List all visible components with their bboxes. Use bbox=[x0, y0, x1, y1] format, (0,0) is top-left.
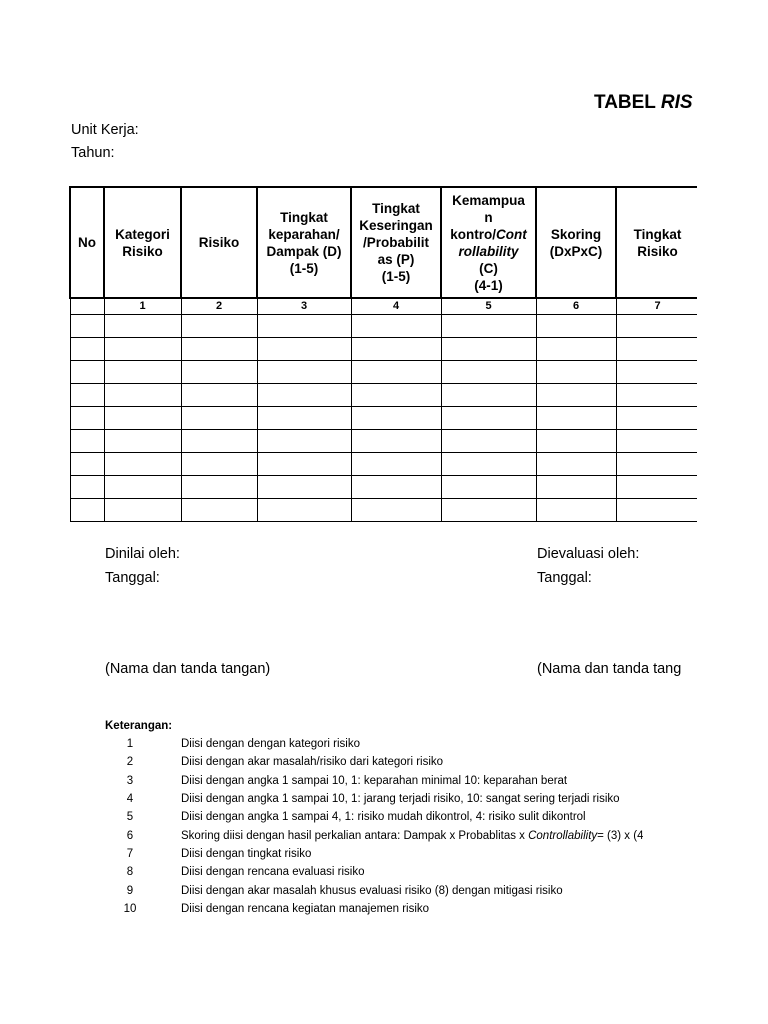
keterangan-text: Skoring diisi dengan hasil perkalian antara: Dampak x Probablitas x Controllability= (3) x (4 bbox=[181, 829, 644, 842]
column-header-line: Tingkat bbox=[372, 201, 420, 216]
table-cell bbox=[616, 361, 697, 384]
keterangan-title: Keterangan: bbox=[105, 720, 173, 732]
table-cell bbox=[536, 384, 616, 407]
keterangan-number: 7 bbox=[126, 847, 134, 860]
table-cell bbox=[536, 430, 616, 453]
table-cell bbox=[70, 338, 104, 361]
column-number-cell: 6 bbox=[536, 298, 616, 315]
column-number-cell: 3 bbox=[257, 298, 351, 315]
column-header-line: (1-5) bbox=[381, 269, 411, 284]
table-row bbox=[70, 315, 697, 338]
table-cell bbox=[351, 338, 441, 361]
keterangan-item bbox=[105, 753, 697, 771]
title-text: TABEL bbox=[594, 92, 661, 113]
table-cell bbox=[181, 384, 257, 407]
keterangan-text: Diisi dengan angka 1 sampai 10, 1: keparahan minimal 10: keparahan berat bbox=[181, 774, 568, 787]
table-cell bbox=[70, 384, 104, 407]
column-header-line: Risiko bbox=[198, 235, 240, 250]
risk-table bbox=[69, 186, 697, 522]
table-cell bbox=[181, 499, 257, 522]
dievaluasi-oleh-label: Dievaluasi oleh: bbox=[537, 546, 640, 562]
table-cell bbox=[351, 453, 441, 476]
table-cell bbox=[351, 476, 441, 499]
column-header-line: Dampak (D) bbox=[266, 243, 342, 259]
table-cell bbox=[616, 453, 697, 476]
signature-left-name: (Nama dan tanda tangan) bbox=[105, 661, 271, 677]
dinilai-oleh-label: Dinilai oleh: bbox=[105, 546, 180, 562]
table-cell bbox=[441, 338, 536, 361]
table-cell bbox=[70, 407, 104, 430]
table-body bbox=[70, 298, 697, 522]
table-row bbox=[70, 499, 697, 522]
table-cell bbox=[104, 338, 181, 361]
table-cell bbox=[441, 499, 536, 522]
keterangan-italic: Controllability bbox=[528, 829, 598, 842]
table-cell bbox=[181, 361, 257, 384]
keterangan-number: 1 bbox=[126, 738, 134, 751]
table-cell bbox=[70, 499, 104, 522]
keterangan-item bbox=[105, 900, 697, 918]
keterangan-item bbox=[105, 735, 697, 753]
column-number-cell: 4 bbox=[351, 298, 441, 315]
keterangan-text: Diisi dengan akar masalah khusus evaluasi risiko (8) dengan mitigasi risiko bbox=[181, 884, 563, 897]
table-cell bbox=[104, 476, 181, 499]
table-header-row bbox=[70, 187, 697, 298]
table-cell bbox=[70, 361, 104, 384]
column-header-line: Risiko bbox=[637, 243, 678, 259]
table-cell bbox=[257, 476, 351, 499]
column-header-line: keparahan/ bbox=[268, 226, 340, 242]
column-header-line: as (P) bbox=[377, 252, 415, 267]
table-cell bbox=[104, 453, 181, 476]
table-cell bbox=[104, 430, 181, 453]
table-cell bbox=[441, 476, 536, 499]
keterangan-text: Diisi dengan angka 1 sampai 4, 1: risiko mudah dikontrol, 4: risiko sulit dikontrol bbox=[181, 811, 586, 824]
header-text: kontro/ bbox=[450, 226, 496, 242]
table-cell bbox=[351, 315, 441, 338]
column-header-line: Kategori bbox=[115, 226, 170, 242]
column-header-line: (DxPxC) bbox=[549, 243, 603, 259]
column-header-6 bbox=[441, 187, 536, 298]
table-cell bbox=[536, 476, 616, 499]
table-cell bbox=[257, 384, 351, 407]
table-cell bbox=[441, 453, 536, 476]
column-header-5 bbox=[351, 187, 441, 298]
table-cell bbox=[70, 476, 104, 499]
column-header-7 bbox=[536, 187, 616, 298]
signature-right-name: (Nama dan tanda tang bbox=[537, 661, 682, 677]
keterangan-number: 10 bbox=[123, 902, 137, 915]
column-header-line: n bbox=[484, 209, 493, 225]
table-cell bbox=[257, 361, 351, 384]
page-title bbox=[594, 92, 693, 114]
tanggal-right-label: Tanggal: bbox=[537, 570, 592, 586]
table-row bbox=[70, 476, 697, 499]
keterangan-item bbox=[105, 772, 697, 790]
column-header-line: Tingkat bbox=[280, 209, 328, 225]
column-header-4 bbox=[257, 187, 351, 298]
keterangan-number: 6 bbox=[126, 829, 134, 842]
table-row bbox=[70, 338, 697, 361]
keterangan-text: Diisi dengan rencana kegiatan manajemen risiko bbox=[181, 902, 430, 915]
table-cell bbox=[441, 361, 536, 384]
column-header-1 bbox=[70, 187, 104, 298]
table-cell bbox=[104, 499, 181, 522]
table-cell bbox=[104, 384, 181, 407]
table-row bbox=[70, 361, 697, 384]
column-number-cell: 2 bbox=[181, 298, 257, 315]
column-header-2 bbox=[104, 187, 181, 298]
table-row bbox=[70, 384, 697, 407]
table-cell bbox=[536, 361, 616, 384]
table-row bbox=[70, 453, 697, 476]
keterangan-item bbox=[105, 808, 697, 826]
table-cell bbox=[351, 384, 441, 407]
table-cell bbox=[257, 407, 351, 430]
keterangan-text: Diisi dengan akar masalah/risiko dari kategori risiko bbox=[181, 756, 444, 769]
table-cell bbox=[616, 315, 697, 338]
column-header-line: (1-5) bbox=[289, 260, 319, 276]
column-header-line: Tingkat bbox=[633, 226, 682, 242]
table-cell bbox=[181, 315, 257, 338]
table-cell bbox=[257, 338, 351, 361]
column-number-cell: 5 bbox=[441, 298, 536, 315]
unit-kerja-label: Unit Kerja: bbox=[71, 122, 139, 138]
table-cell bbox=[441, 384, 536, 407]
table-cell bbox=[181, 338, 257, 361]
table-cell bbox=[70, 430, 104, 453]
keterangan-list bbox=[105, 735, 697, 918]
title-italic-text: RIS bbox=[660, 92, 693, 113]
column-header-3 bbox=[181, 187, 257, 298]
keterangan-text: Diisi dengan angka 1 sampai 10, 1: jarang terjadi risiko, 10: sangat sering terjadi risiko bbox=[181, 793, 620, 806]
table-cell bbox=[441, 315, 536, 338]
column-number-cell bbox=[70, 298, 104, 315]
tanggal-left-label: Tanggal: bbox=[105, 570, 160, 586]
table-cell bbox=[616, 476, 697, 499]
column-header-line: Keseringan bbox=[359, 218, 433, 233]
keterangan-number: 2 bbox=[126, 756, 134, 769]
table-cell bbox=[616, 338, 697, 361]
table-cell bbox=[616, 430, 697, 453]
table-cell bbox=[257, 453, 351, 476]
table-cell bbox=[536, 315, 616, 338]
header-text-italic: Cont bbox=[496, 226, 527, 242]
keterangan-item bbox=[105, 845, 697, 863]
keterangan-number: 8 bbox=[126, 866, 134, 879]
table-cell bbox=[616, 407, 697, 430]
table-cell bbox=[181, 407, 257, 430]
table-cell bbox=[70, 453, 104, 476]
keterangan-number: 9 bbox=[126, 884, 134, 897]
table-cell bbox=[70, 315, 104, 338]
table-cell bbox=[351, 361, 441, 384]
table-row bbox=[70, 407, 697, 430]
table-cell bbox=[181, 453, 257, 476]
table-cell bbox=[536, 499, 616, 522]
column-header-line: (C) bbox=[479, 260, 498, 276]
table-cell bbox=[441, 430, 536, 453]
table-cell bbox=[257, 315, 351, 338]
column-header-line: No bbox=[78, 235, 96, 250]
column-header-line: Kemampua bbox=[452, 192, 525, 208]
table-cell bbox=[536, 453, 616, 476]
column-number-cell: 1 bbox=[104, 298, 181, 315]
tahun-label: Tahun: bbox=[71, 145, 115, 161]
column-number-cell: 7 bbox=[616, 298, 697, 315]
table-cell bbox=[616, 384, 697, 407]
table-cell bbox=[351, 499, 441, 522]
table-cell bbox=[536, 338, 616, 361]
column-header-line: Risiko bbox=[122, 243, 163, 259]
column-header-line: rollability bbox=[458, 243, 519, 259]
column-header-line: /Probabilit bbox=[362, 235, 429, 250]
table-cell bbox=[104, 407, 181, 430]
keterangan-number: 3 bbox=[126, 774, 134, 787]
table-cell bbox=[104, 361, 181, 384]
table-cell bbox=[257, 430, 351, 453]
keterangan-text: Diisi dengan tingkat risiko bbox=[181, 847, 312, 860]
keterangan-item bbox=[105, 826, 697, 844]
table-cell bbox=[181, 430, 257, 453]
table-cell bbox=[181, 476, 257, 499]
keterangan-text: Diisi dengan rencana evaluasi risiko bbox=[181, 866, 365, 879]
keterangan-text: Diisi dengan dengan kategori risiko bbox=[181, 738, 360, 751]
table-cell bbox=[536, 407, 616, 430]
table-row bbox=[70, 430, 697, 453]
column-header-line: (4-1) bbox=[474, 277, 503, 293]
column-header-line bbox=[442, 226, 535, 243]
table-cell bbox=[104, 315, 181, 338]
table-cell bbox=[616, 499, 697, 522]
keterangan-item bbox=[105, 790, 697, 808]
table-cell bbox=[351, 430, 441, 453]
keterangan-item bbox=[105, 863, 697, 881]
column-number-row bbox=[70, 298, 697, 315]
column-header-line: Skoring bbox=[550, 226, 602, 242]
keterangan-number: 4 bbox=[126, 793, 134, 806]
table-cell bbox=[441, 407, 536, 430]
table-cell bbox=[351, 407, 441, 430]
table-cell bbox=[257, 499, 351, 522]
keterangan-item bbox=[105, 881, 697, 899]
column-header-8 bbox=[616, 187, 697, 298]
keterangan-number: 5 bbox=[126, 811, 134, 824]
